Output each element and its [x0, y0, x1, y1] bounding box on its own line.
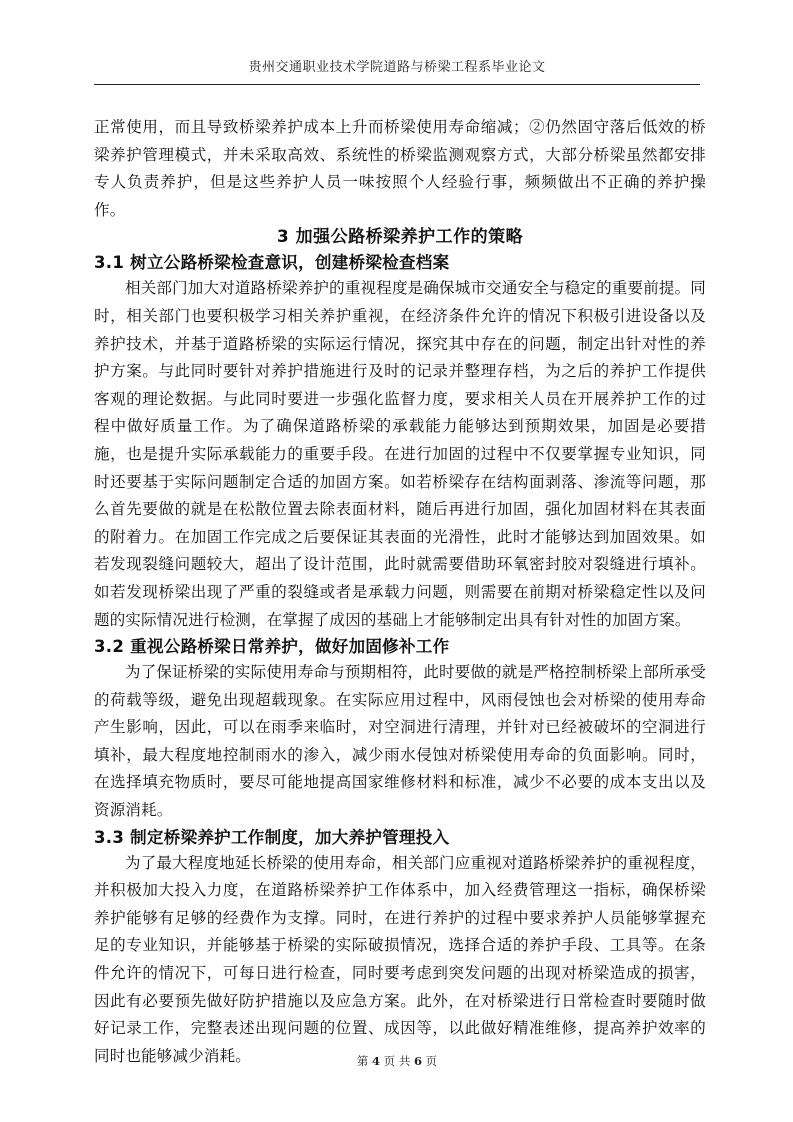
continued-paragraph: 正常使用，而且导致桥梁养护成本上升而桥梁使用寿命缩减；②仍然固守落后低效的桥梁养护管理模式，并未采取高效、系统性的桥梁监测观察方式，大部分桥梁虽然都安排专人负责养护，但是这些养护人员一味按照个人经验行事，频频做出不正确的养护操作。 — [94, 118, 706, 219]
page-footer — [94, 1053, 700, 1069]
section-3-3-paragraph: 为了最大程度地延长桥梁的使用寿命，相关部门应重视对道路桥梁养护的重视程度，并积极加大投入力度，在道路桥梁养护工作体系中，加入经费管理这一指标，确保桥梁养护能够有足够的经费作为支撑。同时，在进行养护的过程中要求养护人员能够掌握充足的专业知识，并能够基于桥梁的实际破损情况，选择合适的养护手段、工具等。在条件允许的情况下，可每日进行检查，同时要考虑到突发问题的出现对桥梁造成的损害，因此有必要预先做好防护措施以及应急方案。此外，在对桥梁进行日常检查时要随时做好记录工作，完整表述出现问题的位置、成因等，以此做好精准维修，提高养护效率的同时也能够减少消耗。 — [94, 853, 706, 1065]
footer-middle: 页 共 — [383, 1054, 411, 1068]
section-3-1-title: 3.1 树立公路桥梁检查意识，创建桥梁检查档案 — [94, 253, 450, 273]
footer-page-number: 4 — [372, 1054, 381, 1068]
running-header: 贵州交通职业技术学院道路与桥梁工程系毕业论文 — [248, 60, 546, 75]
section-3-2-paragraph: 为了保证桥梁的实际使用寿命与预期相符，此时要做的就是严格控制桥梁上部所承受的荷载等级，避免出现超载现象。在实际应用过程中，风雨侵蚀也会对桥梁的使用寿命产生影响，因此，可以在雨季来临时，对空洞进行清理，并针对已经被破坏的空洞进行填补，最大程度地控制雨水的渗入，减少雨水侵蚀对桥梁使用寿命的负面影响。同时，在选择填充物质时，要尽可能地提高国家维修材料和标准，减少不必要的成本支出以及资源消耗。 — [94, 663, 706, 820]
section-3-2-title: 3.2 重视公路桥梁日常养护，做好加固修补工作 — [94, 637, 450, 657]
footer-prefix: 第 — [356, 1054, 369, 1068]
chapter-3-title: 3 加强公路桥梁养护工作的策略 — [276, 227, 524, 248]
section-3-3-title: 3.3 制定桥梁养护工作制度，加大养护管理投入 — [94, 827, 450, 847]
footer-total-pages: 6 — [413, 1054, 422, 1068]
footer-suffix: 页 — [425, 1054, 438, 1068]
header-rule — [94, 84, 700, 85]
section-3-1-paragraph: 相关部门加大对道路桥梁养护的重视程度是确保城市交通安全与稳定的重要前提。同时，相关部门也要积极学习相关养护重视，在经济条件允许的情况下积极引进设备以及养护技术，并基于道路桥梁的实际运行情况，探究其中存在的问题，制定出针对性的养护方案。与此同时要针对养护措施进行及时的记录并整理存档，为之后的养护工作提供客观的理论数据。与此同时要进一步强化监督力度，要求相关人员在开展养护工作的过程中做好质量工作。为了确保道路桥梁的承载能力能够达到预期效果，加固是必要措施，也是提升实际承载能力的重要手段。在进行加固的过程中不仅要掌握专业知识，同时还要基于实际问题制定合适的加固方案。如若桥梁存在结构面剥落、渗流等问题，那么首先要做的就是在松散位置去除表面材料，随后再进行加固，强化加固材料在其表面的附着力。在加固工作完成之后要保证其表面的光滑性，此时才能够达到加固效果。如若发现裂缝问题较大，超出了设计范围，此时就需要借助环氧密封胶对裂缝进行填补。如若发现桥梁出现了严重的裂缝或者是承载力问题，则需要在前期对桥梁稳定性以及问题的实际情况进行检测，在掌握了成因的基础上才能够制定出具有针对性的加固方案。 — [94, 279, 706, 629]
page-content — [94, 114, 706, 1070]
